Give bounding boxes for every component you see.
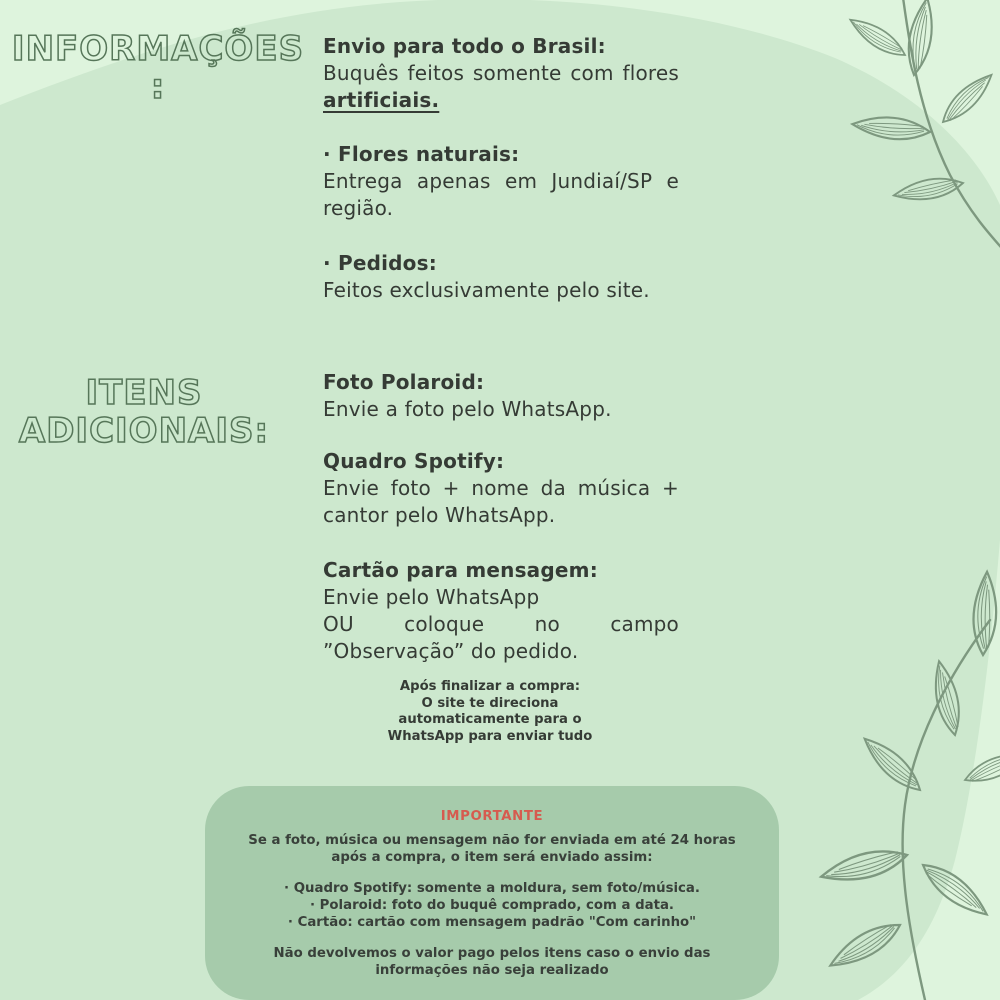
- note-line: O site te direciona: [421, 695, 559, 711]
- section-line: Envie foto + nome da música +: [323, 476, 679, 500]
- itens-adicionais-title: [10, 374, 278, 450]
- important-box-bullets: [233, 880, 751, 931]
- itens-title-line: ITENS: [85, 373, 203, 413]
- section-line-underlined: artificiais.: [323, 88, 440, 112]
- section-quadro-spotify: [323, 448, 679, 529]
- leaf-branch-bottom-right-icon: [815, 595, 1000, 1000]
- section-pedidos: [323, 250, 679, 304]
- section-line: Entrega apenas em Jundiaí/SP e: [323, 169, 679, 193]
- section-line: cantor pelo WhatsApp.: [323, 503, 556, 527]
- section-heading: Foto Polaroid:: [323, 370, 485, 394]
- section-line: Envie pelo WhatsApp: [323, 585, 540, 609]
- note-line: automaticamente para o: [398, 712, 582, 728]
- section-foto-polaroid: [323, 369, 679, 423]
- section-flores-naturais: [323, 141, 679, 222]
- important-box-intro: Se a foto, música ou mensagem não for enviada em até 24 horas após a compra, o item será enviado assim:: [248, 833, 736, 865]
- note-line: WhatsApp para enviar tudo: [387, 728, 593, 744]
- checkout-note: [340, 679, 640, 745]
- informacoes-title: INFORMAÇÕES :: [11, 29, 305, 108]
- important-bullet: · Quadro Spotify: somente a moldura, sem foto/música.: [284, 881, 700, 896]
- section-heading: Cartão para mensagem:: [323, 558, 598, 582]
- section-line: ”Observação” do pedido.: [323, 639, 579, 663]
- section-heading: Envio para todo o Brasil:: [323, 34, 606, 58]
- important-bullet: · Cartão: cartão com mensagem padrão "Com carinho": [287, 915, 697, 930]
- important-box-footer: Não devolvemos o valor pago pelos itens caso o envio das informações não seja realizado: [273, 946, 711, 978]
- important-box-title: IMPORTANTE: [440, 809, 544, 824]
- section-envio-brasil: [323, 33, 679, 114]
- note-line: Após finalizar a compra:: [399, 679, 581, 694]
- section-cartao-mensagem: [323, 557, 679, 665]
- section-heading: · Flores naturais:: [323, 142, 520, 166]
- section-line: região.: [323, 196, 394, 220]
- important-box: [205, 786, 779, 1000]
- section-line: OU coloque no campo: [323, 612, 679, 636]
- section-line: Buquês feitos somente com flores: [323, 61, 679, 85]
- leaf-branch-top-right-icon: [830, 0, 1000, 260]
- important-bullet: · Polaroid: foto do buquê comprado, com a data.: [310, 898, 674, 913]
- section-heading: · Pedidos:: [323, 251, 437, 275]
- adicionais-title-line: ADICIONAIS:: [18, 411, 270, 451]
- section-line: Envie a foto pelo WhatsApp.: [323, 397, 612, 421]
- section-line: Feitos exclusivamente pelo site.: [323, 278, 650, 302]
- section-heading: Quadro Spotify:: [323, 449, 505, 473]
